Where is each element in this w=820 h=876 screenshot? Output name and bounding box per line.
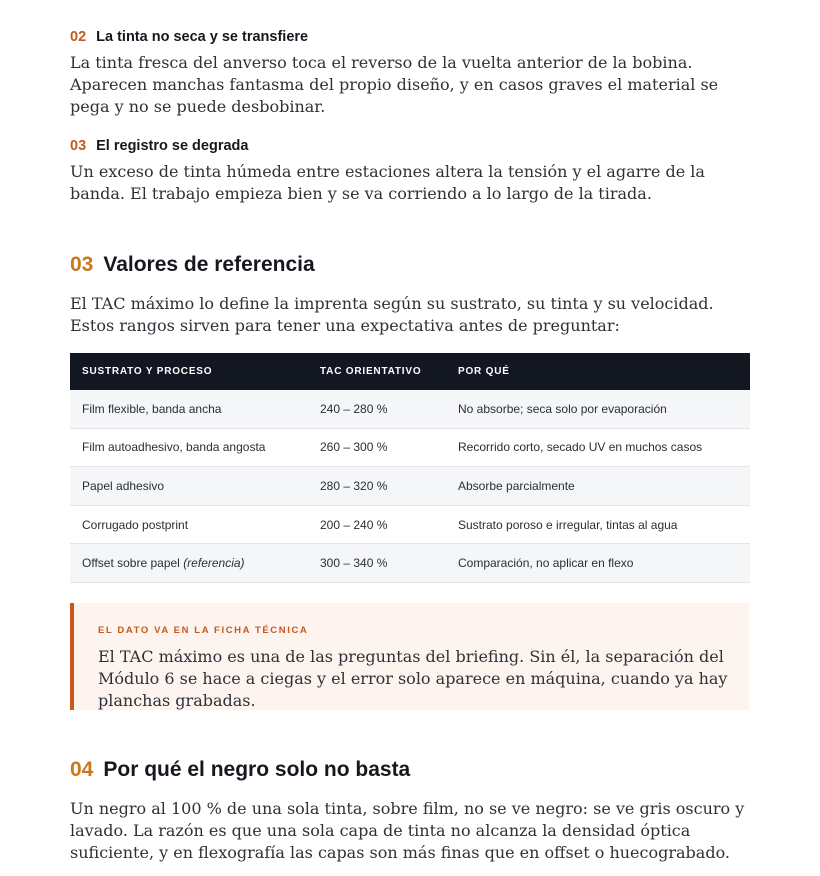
point-03-heading (70, 138, 248, 154)
cell-por-que: Absorbe parcialmente (446, 467, 750, 506)
cell-tac: 240 – 280 % (308, 390, 446, 428)
cell-sustrato-emphasis: (referencia) (183, 556, 245, 571)
table-header-sustrato: SUSTRATO Y PROCESO (70, 353, 308, 390)
cell-por-que: Comparación, no aplicar en flexo (446, 544, 750, 583)
point-02-title: La tinta no seca y se transfiere (96, 29, 309, 45)
cell-tac: 300 – 340 % (308, 544, 446, 583)
cell-sustrato-text: Papel adhesivo (82, 478, 165, 493)
point-02-body: La tinta fresca del anverso toca el reverso de la vuelta anterior de la bobina. Aparecen manchas fantasma del propio diseño, y en casos graves el material se pega y no se puede desbobinar. (70, 53, 719, 116)
cell-sustrato (70, 428, 308, 467)
table-header-tac: TAC ORIENTATIVO (308, 353, 446, 390)
point-02-number: 02 (70, 29, 87, 45)
cell-por-que: No absorbe; seca solo por evaporación (446, 390, 750, 428)
table-row (70, 505, 750, 544)
table-row (70, 390, 750, 428)
section-03-intro: El TAC máximo lo define la imprenta según su sustrato, su tinta y su velocidad. Estos rangos sirven para tener una expectativa antes de preguntar: (70, 294, 714, 335)
cell-sustrato-text: Film autoadhesivo, banda angosta (82, 440, 266, 455)
point-03-number: 03 (70, 138, 87, 154)
cell-sustrato (70, 505, 308, 544)
section-04-number: 04 (70, 758, 94, 781)
cell-sustrato-text: Corrugado postprint (82, 517, 189, 532)
cell-sustrato (70, 467, 308, 506)
section-03-title: Valores de referencia (103, 253, 315, 276)
callout-text: El TAC máximo es una de las preguntas del briefing. Sin él, la separación del Módulo 6 se hace a ciegas y el error solo aparece en máquina, cuando ya hay planchas grabadas. (98, 647, 728, 710)
cell-tac: 260 – 300 % (308, 428, 446, 467)
cell-tac: 280 – 320 % (308, 467, 446, 506)
callout-label: EL DATO VA EN LA FICHA TÉCNICA (98, 625, 309, 636)
callout-box (70, 603, 749, 710)
cell-sustrato (70, 544, 308, 583)
section-04-body: Un negro al 100 % de una sola tinta, sobre film, no se ve negro: se ve gris oscuro y lavado. La razón es que una sola capa de tinta no alcanza la densidad óptica suficiente, y en flexografía las capas son más finas que en offset o huecograbado. (70, 799, 745, 862)
cell-sustrato-text: Film flexible, banda ancha (82, 401, 222, 416)
point-03-title: El registro se degrada (96, 138, 249, 154)
section-04-title: Por qué el negro solo no basta (103, 758, 411, 781)
cell-sustrato-text: Offset sobre papel (82, 556, 184, 571)
cell-tac: 200 – 240 % (308, 505, 446, 544)
table-row (70, 467, 750, 506)
section-03-number: 03 (70, 253, 94, 276)
table-header-row (70, 353, 750, 390)
reference-table (70, 353, 750, 583)
section-04-heading (70, 758, 410, 782)
table-row (70, 428, 750, 467)
point-02-heading (70, 29, 308, 45)
table-row (70, 544, 750, 583)
table-header-por-que: POR QUÉ (446, 353, 750, 390)
section-03-heading (70, 253, 315, 277)
cell-sustrato (70, 390, 308, 428)
cell-por-que: Recorrido corto, secado UV en muchos casos (446, 428, 750, 467)
point-03-body: Un exceso de tinta húmeda entre estaciones altera la tensión y el agarre de la banda. El trabajo empieza bien y se va corriendo a lo largo de la tirada. (70, 162, 705, 203)
cell-por-que: Sustrato poroso e irregular, tintas al agua (446, 505, 750, 544)
